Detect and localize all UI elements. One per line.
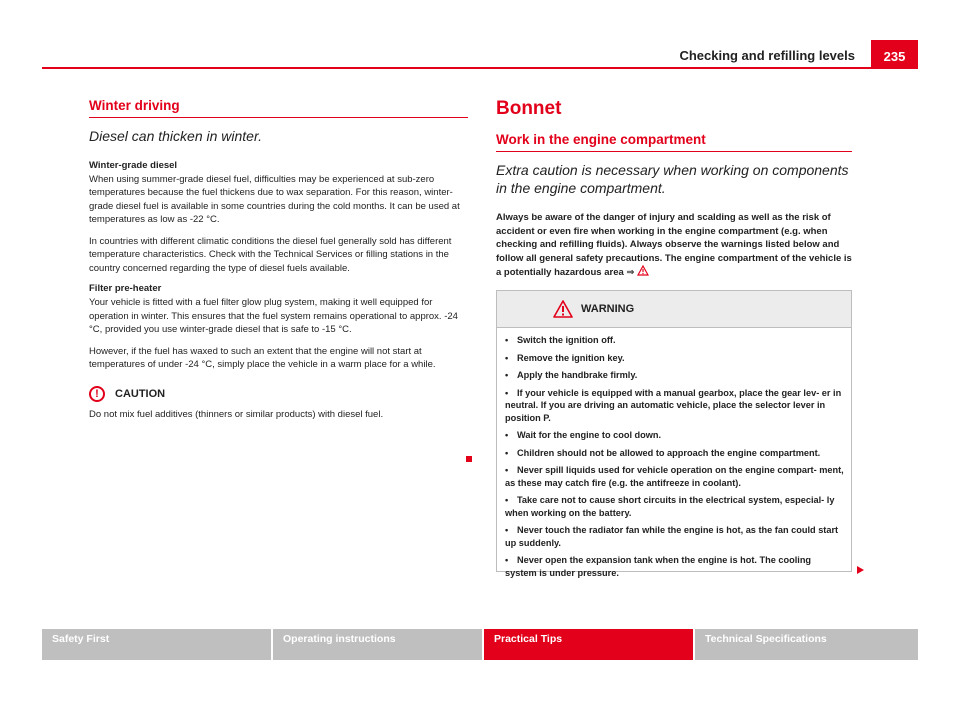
bonnet-title: Bonnet <box>496 98 562 119</box>
tab-practical-tips[interactable]: Practical Tips <box>484 629 693 660</box>
header-rule <box>42 67 918 69</box>
safety-paragraph-text: Always be aware of the danger of injury and scalding as well as the risk of accident or even fire when working in the engine compartment (e.g. when checking and refilling fluids). Always observe the warnings listed below and follow all general safety precautions. The engine compartment of the vehicle is a potentially hazardous area ⇒ <box>496 212 852 278</box>
paragraph: However, if the fuel has waxed to such an extent that the engine will not start at temperatures of under -24 °C, simply place the vehicle in a warm place for a while. <box>89 345 436 370</box>
list-item: • Never touch the radiator fan while the engine is hot, as the fan could start up suddenly. <box>505 525 839 548</box>
caution-icon: ! <box>89 386 105 402</box>
filter-preheater-heading: Filter pre-heater <box>89 283 162 294</box>
winter-driving-intro: Diesel can thicken in winter. <box>89 128 263 144</box>
list-item: • Apply the handbrake firmly. <box>505 370 638 380</box>
list-item: • If your vehicle is equipped with a manual gearbox, place the gear lev- er in neutral. If you are driving an automatic vehicle, place the selector lever in position P. <box>505 387 842 423</box>
caution-label: CAUTION <box>115 387 166 400</box>
warning-label: WARNING <box>581 303 635 315</box>
safety-paragraph <box>496 211 852 280</box>
tab-operating-instructions[interactable]: Operating instructions <box>273 629 482 660</box>
paragraph: When using summer-grade diesel fuel, difficulties may be experienced at sub-zero temperatures because the fuel thickens due to wax separation. For this reason, winter-grade diesel fuel is available in some countries during the cold months. It can be used at temperatures as low as -22 °C. <box>89 173 460 225</box>
list-item: • Wait for the engine to cool down. <box>505 430 662 440</box>
winter-grade-diesel-heading: Winter-grade diesel <box>89 159 178 171</box>
footer-tabs <box>42 629 918 660</box>
list-item: • Never open the expansion tank when the engine is hot. The cooling system is under pressure. <box>505 555 812 578</box>
warning-triangle-icon <box>553 300 573 318</box>
warning-list <box>497 328 851 579</box>
page-number-badge: 235 <box>871 40 918 68</box>
continue-arrow-icon <box>857 566 864 574</box>
list-item: • Switch the ignition off. <box>505 335 616 345</box>
paragraph: Your vehicle is fitted with a fuel filter glow plug system, making it well equipped for operation in winter. This ensures that the fuel system remains operational to approx. -24 °C, provided you use winter-grade diesel that is safe to -15 °C. <box>89 297 458 335</box>
list-item: • Take care not to cause short circuits in the electrical system, especial- ly when working on the battery. <box>505 495 835 518</box>
list-item: • Never spill liquids used for vehicle operation on the engine compart- ment, as these may catch fire (e.g. the antifreeze in coolant). <box>505 465 844 488</box>
warning-triangle-icon <box>637 265 649 276</box>
warning-header <box>497 291 851 328</box>
list-item: • Children should not be allowed to approach the engine compartment. <box>505 447 821 458</box>
tab-safety-first[interactable]: Safety First <box>42 629 271 660</box>
running-header-title: Checking and refilling levels <box>679 48 855 63</box>
caution-heading <box>89 386 468 402</box>
tab-technical-specifications[interactable]: Technical Specifications <box>695 629 918 660</box>
left-column <box>89 98 468 429</box>
caution-text: Do not mix fuel additives (thinners or similar products) with diesel fuel. <box>89 408 384 420</box>
paragraph: In countries with different climatic conditions the diesel fuel generally sold has different temperature characteristics. Check with the Technical Services or filling stations in the country concerned regarding the type of diesel fuels available. <box>89 235 452 274</box>
right-column <box>496 98 852 280</box>
list-item: • Remove the ignition key. <box>505 352 625 363</box>
section-end-marker <box>466 456 472 462</box>
engine-compartment-intro: Extra caution is necessary when working on components in the engine compartment. <box>496 162 849 196</box>
warning-box <box>496 290 852 578</box>
engine-compartment-subtitle: Work in the engine compartment <box>496 132 852 152</box>
winter-driving-title: Winter driving <box>89 98 468 118</box>
